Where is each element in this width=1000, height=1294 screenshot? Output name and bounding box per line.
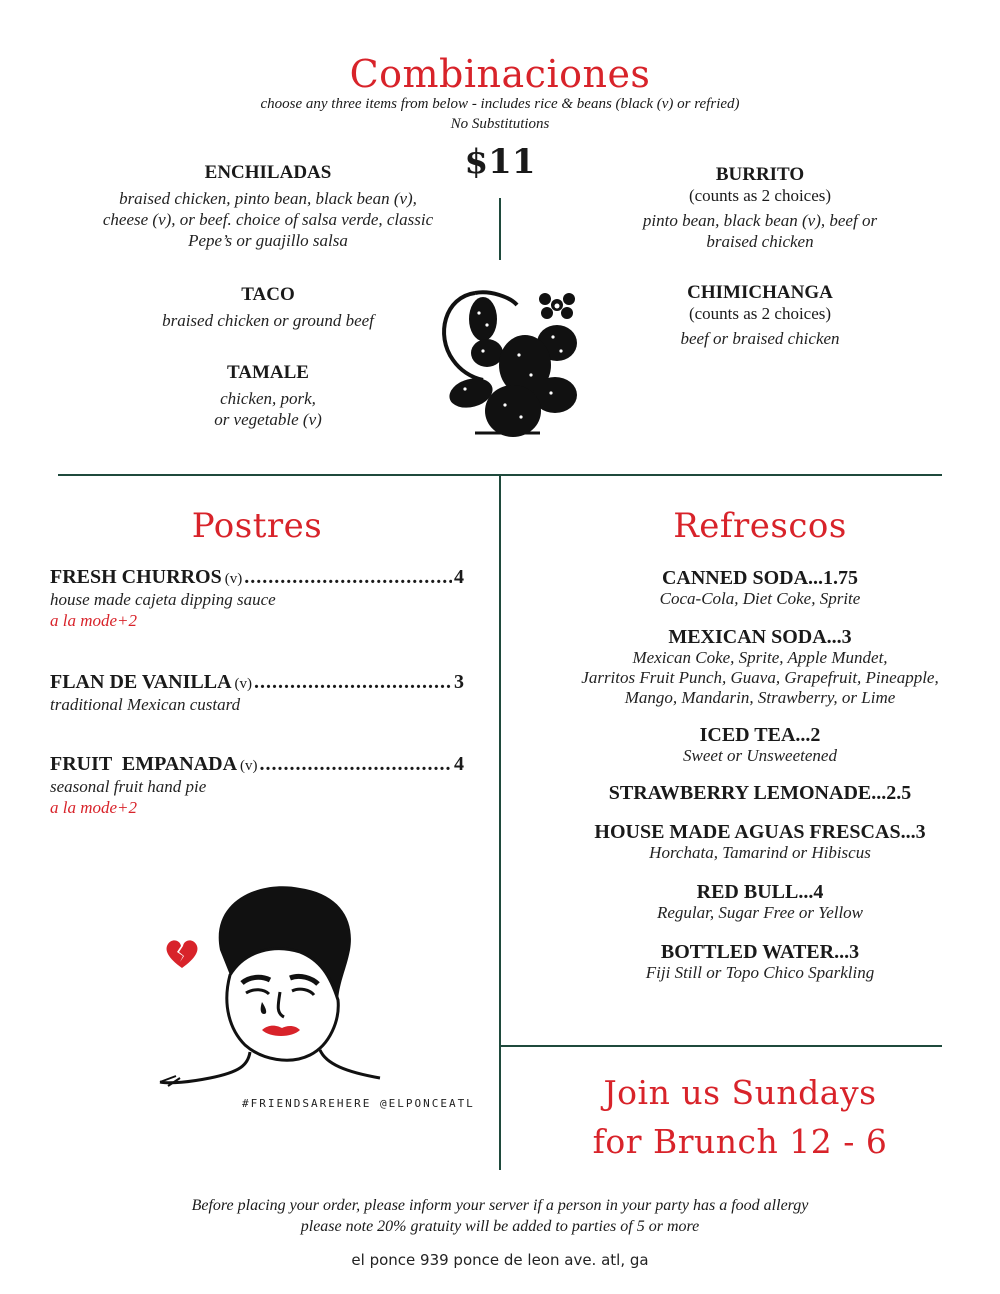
drink-desc: Jarritos Fruit Punch, Guava, Grapefruit, Pineapple, xyxy=(581,668,939,687)
drink-desc: Mango, Mandarin, Strawberry, or Lime xyxy=(624,688,896,707)
dessert-name: FLAN DE VANILLA xyxy=(50,671,232,693)
combo-item-name: TACO xyxy=(241,284,295,305)
combo-item-desc: cheese (v), or beef. choice of salsa verde, classic xyxy=(102,210,434,229)
brunch-line-2: for Brunch 12 - 6 xyxy=(592,1122,888,1161)
leader-dots xyxy=(254,671,452,694)
dessert-desc: house made cajeta dipping sauce xyxy=(50,590,276,609)
drink-iced-tea xyxy=(520,724,1000,766)
drink-aguas-frescas xyxy=(520,821,1000,863)
section-divider-vertical xyxy=(499,476,501,1170)
combo-item-name: ENCHILADAS xyxy=(204,162,332,183)
social-hashtag: #FRIENDSAREHERE @ELPONCEATL xyxy=(242,1097,475,1110)
drink-desc: Sweet or Unsweetened xyxy=(683,746,837,765)
footer-address: el ponce 939 ponce de leon ave. atl, ga xyxy=(351,1251,649,1269)
leader-dots xyxy=(244,566,452,589)
dessert-price: 4 xyxy=(454,753,464,775)
dessert-name: FRESH CHURROS xyxy=(50,566,222,588)
dessert-churros xyxy=(50,566,464,631)
brunch-line-1: Join us Sundays xyxy=(603,1073,877,1112)
drink-name: STRAWBERRY LEMONADE...2.5 xyxy=(608,782,912,804)
combo-item-desc: chicken, pork, xyxy=(220,389,316,408)
postres-title: Postres xyxy=(191,506,323,546)
combo-item-sub: (counts as 2 choices) xyxy=(688,186,832,205)
refrescos-title: Refrescos xyxy=(673,506,847,546)
combo-enchiladas xyxy=(70,162,466,251)
dessert-desc: traditional Mexican custard xyxy=(50,695,241,714)
combinaciones-note: No Substitutions xyxy=(450,116,550,132)
dessert-desc: seasonal fruit hand pie xyxy=(50,777,207,796)
cactus-illustration xyxy=(435,285,585,440)
dessert-addon: a la mode+2 xyxy=(50,611,138,630)
dessert-price: 3 xyxy=(454,671,464,693)
drink-desc: Coca-Cola, Diet Coke, Sprite xyxy=(659,589,861,608)
combo-item-desc: braised chicken or ground beef xyxy=(162,311,374,330)
drink-name: CANNED SODA...1.75 xyxy=(661,567,859,589)
dessert-flan xyxy=(50,671,464,715)
combinaciones-price: $11 xyxy=(464,142,536,182)
combo-item-desc: or vegetable (v) xyxy=(214,410,322,429)
broken-heart-icon xyxy=(164,938,200,970)
drink-desc: Mexican Coke, Sprite, Apple Mundet, xyxy=(632,648,888,667)
combo-item-desc: beef or braised chicken xyxy=(680,329,840,348)
combo-item-name: TAMALE xyxy=(227,362,309,383)
drink-bottled-water xyxy=(520,941,1000,983)
drink-name: ICED TEA...2 xyxy=(699,724,821,746)
footer-gratuity-note: please note 20% gratuity will be added to parties of 5 or more xyxy=(300,1218,700,1235)
drink-name: HOUSE MADE AGUAS FRESCAS...3 xyxy=(594,821,926,843)
drink-red-bull xyxy=(520,881,1000,923)
price-divider xyxy=(499,198,501,260)
drink-desc: Regular, Sugar Free or Yellow xyxy=(656,903,864,922)
combo-chimichanga xyxy=(560,282,960,349)
combinaciones-title: Combinaciones xyxy=(349,52,651,96)
dessert-price: 4 xyxy=(454,566,464,588)
combo-tamale xyxy=(70,362,466,430)
man-portrait-illustration xyxy=(150,880,450,1090)
combo-item-name: CHIMICHANGA xyxy=(687,282,833,303)
footer-allergy-note: Before placing your order, please inform your server if a person in your party has a food allergy xyxy=(191,1197,809,1214)
vegetarian-mark: (v) xyxy=(234,676,253,692)
combo-item-name: BURRITO xyxy=(715,164,805,185)
dessert-name: FRUIT EMPANADA xyxy=(50,753,238,775)
drink-desc: Fiji Still or Topo Chico Sparkling xyxy=(645,963,875,982)
combo-taco xyxy=(70,284,466,331)
combinaciones-subtitle: choose any three items from below - includes rice & beans (black (v) or refried) xyxy=(260,96,740,112)
vegetarian-mark: (v) xyxy=(224,571,243,587)
vegetarian-mark: (v) xyxy=(240,758,258,774)
drink-canned-soda xyxy=(520,567,1000,609)
drink-desc: Horchata, Tamarind or Hibiscus xyxy=(649,843,871,862)
combo-item-sub: (counts as 2 choices) xyxy=(688,304,832,323)
combo-burrito xyxy=(560,164,960,252)
brunch-divider xyxy=(500,1045,942,1047)
dessert-addon: a la mode+2 xyxy=(50,798,138,817)
drink-name: MEXICAN SODA...3 xyxy=(668,626,852,648)
drink-strawberry-lemonade xyxy=(520,782,1000,804)
combo-item-desc: Pepe’s or guajillo salsa xyxy=(188,231,348,250)
combo-item-desc: braised chicken xyxy=(706,232,814,251)
dessert-empanada xyxy=(50,753,464,818)
drink-mexican-soda xyxy=(520,626,1000,708)
combo-item-desc: braised chicken, pinto bean, black bean (v), xyxy=(119,189,417,208)
combo-item-desc: pinto bean, black bean (v), beef or xyxy=(642,211,878,230)
leader-dots xyxy=(260,753,452,776)
drink-name: RED BULL...4 xyxy=(696,881,824,903)
drink-name: BOTTLED WATER...3 xyxy=(660,941,860,963)
